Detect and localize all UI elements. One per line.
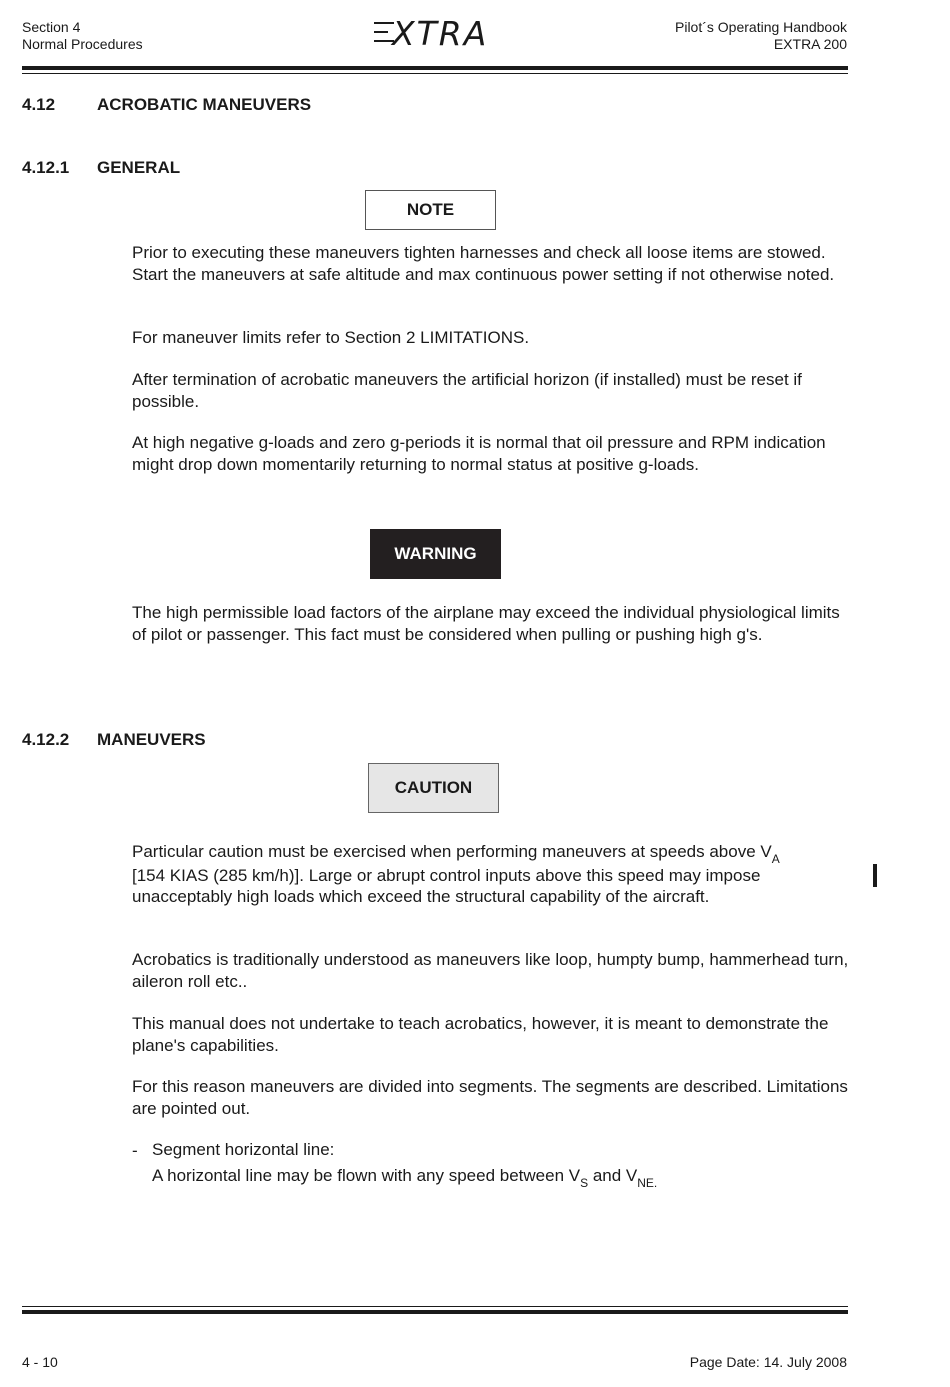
general-paragraph-4: At high negative g-loads and zero g-periods it is normal that oil pressure and RPM indication might drop down momentarily returning to normal status at positive g-loads. [132, 433, 826, 474]
caution-label: CAUTION [368, 763, 499, 813]
section-name: Normal Procedures [22, 36, 143, 52]
warning-text: The high permissible load factors of the airplane may exceed the individual physiological limits of pilot or passenger. This fact must be considered when pulling or pushing high g's. [132, 603, 840, 644]
bullet-title: Segment horizontal line: [152, 1140, 335, 1159]
bullet-subscript-s: S [580, 1176, 589, 1190]
section-heading-4-12 [22, 95, 311, 115]
bullet-item-horizontal-line [152, 1137, 852, 1190]
footer-rule-thin [22, 1306, 848, 1307]
section-title-4-12-1: GENERAL [97, 158, 181, 177]
page-number: 4 - 10 [22, 1354, 58, 1370]
logo-text: XTRA [392, 14, 489, 53]
handbook-title: Pilot´s Operating Handbook [675, 19, 847, 35]
footer-rule-thick [22, 1310, 848, 1314]
maneuvers-paragraph-3: For this reason maneuvers are divided into segments. The segments are described. Limitations are pointed out. [132, 1077, 848, 1118]
bullet-description [152, 1163, 852, 1190]
general-paragraph-2: For maneuver limits refer to Section 2 LIMITATIONS. [132, 328, 530, 347]
aircraft-model: EXTRA 200 [773, 36, 847, 52]
general-paragraph-3: After termination of acrobatic maneuvers the artificial horizon (if installed) must be reset if possible. [132, 370, 802, 411]
caution-text-b: [154 KIAS (285 km/h)]. Large or abrupt control inputs above this speed may impose unacceptably high loads which exceed the structural capability of the aircraft. [132, 865, 761, 906]
section-number-4-12-2: 4.12.2 [22, 730, 70, 749]
section-heading-4-12-1 [22, 158, 180, 178]
section-title-4-12: ACROBATIC MANEUVERS [97, 95, 312, 114]
revision-change-bar [873, 864, 877, 887]
maneuvers-paragraph-1: Acrobatics is traditionally understood as maneuvers like loop, humpty bump, hammerhead turn, aileron roll etc.. [132, 950, 849, 991]
header-left [22, 19, 143, 53]
caution-subscript: A [771, 852, 780, 866]
section-heading-4-12-2 [22, 730, 206, 750]
warning-label: WARNING [370, 529, 501, 579]
bullet-subscript-ne: NE. [637, 1176, 658, 1190]
maneuvers-paragraph-2: This manual does not undertake to teach acrobatics, however, it is meant to demonstrate the plane's capabilities. [132, 1014, 829, 1055]
general-paragraph-1: Prior to executing these maneuvers tighten harnesses and check all loose items are stowed. Start the maneuvers at safe altitude and max continuous power setting if not otherwise noted. [132, 243, 835, 284]
section-number-4-12-1: 4.12.1 [22, 158, 70, 177]
section-number: Section 4 [22, 19, 81, 35]
caution-text-a: Particular caution must be exercised when performing maneuvers at speeds above V [132, 842, 772, 861]
bullet-dash: - [132, 1141, 138, 1160]
header-rule-thick [22, 66, 848, 70]
header-right [675, 19, 847, 53]
note-label: NOTE [365, 190, 496, 230]
bullet-text-b: and V [588, 1166, 638, 1185]
extra-logo [372, 13, 500, 55]
section-title-4-12-2: MANEUVERS [97, 730, 206, 749]
header-rule-thin [22, 73, 848, 74]
page-date: Page Date: 14. July 2008 [689, 1354, 847, 1370]
caution-text [132, 841, 802, 908]
bullet-text-a: A horizontal line may be flown with any speed between V [152, 1166, 581, 1185]
section-number-4-12: 4.12 [22, 95, 56, 114]
